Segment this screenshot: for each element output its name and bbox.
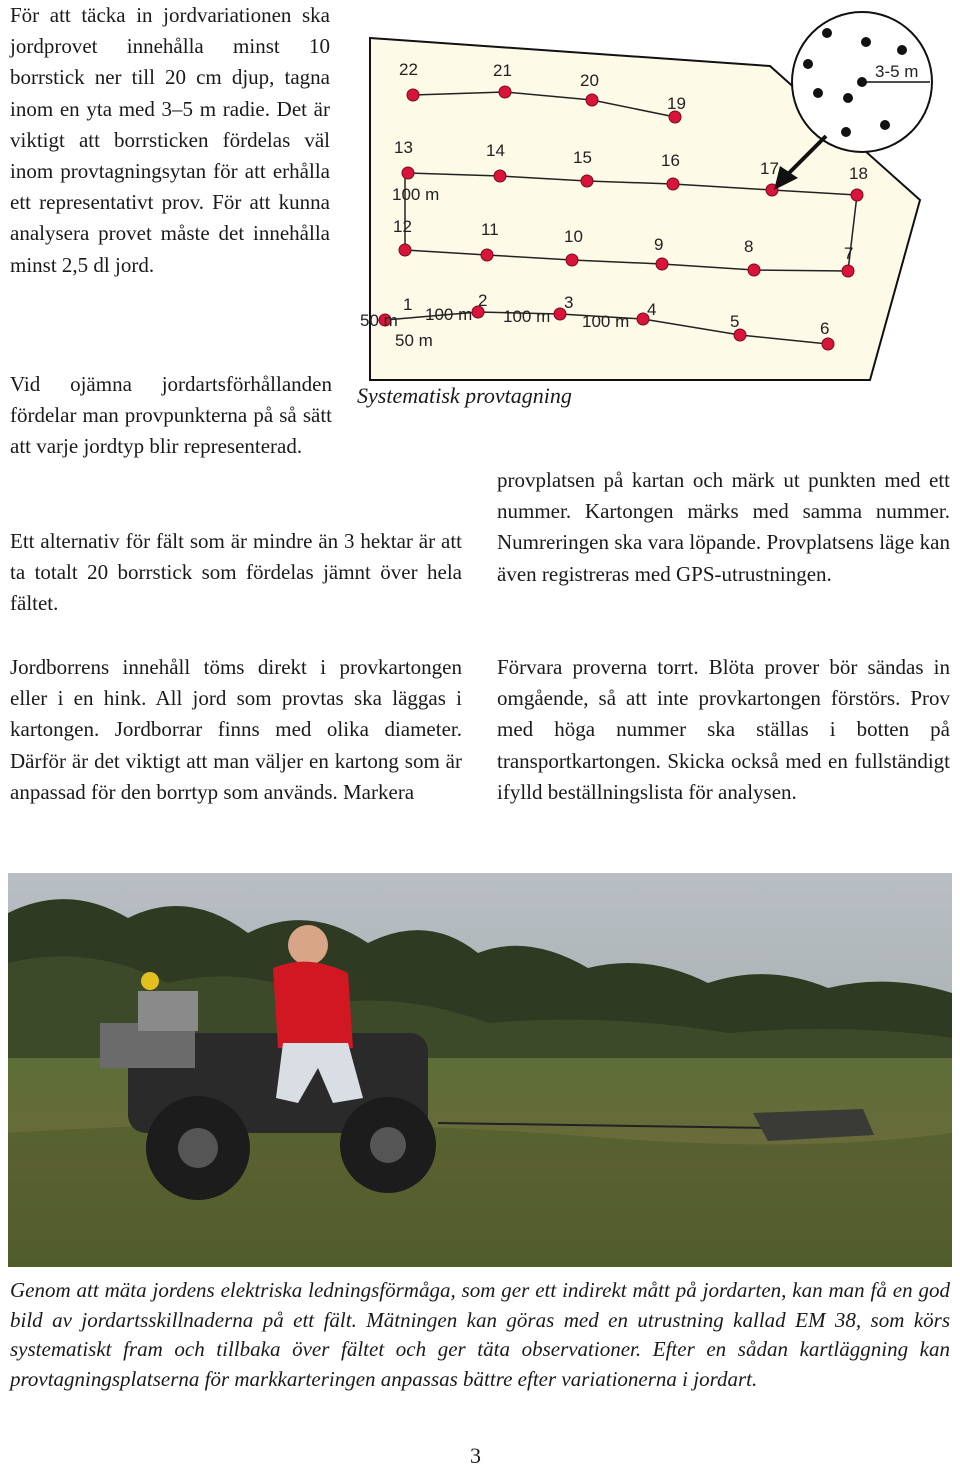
distance-label: 100 m	[582, 312, 630, 331]
sample-point-label: 3	[564, 293, 574, 312]
sample-point-label: 4	[647, 300, 657, 319]
sample-point-label: 14	[486, 141, 505, 160]
sample-point	[499, 86, 511, 98]
distance-label: 50 m	[360, 311, 398, 330]
sample-point-label: 17	[760, 159, 779, 178]
sample-point-label: 11	[481, 220, 499, 239]
sample-point-label: 8	[744, 237, 754, 256]
sample-point	[402, 167, 414, 179]
sample-point-label: 21	[493, 61, 512, 80]
sample-point	[566, 254, 578, 266]
field-photo	[8, 873, 952, 1267]
sample-point-label: 12	[393, 217, 412, 236]
sample-point-label: 10	[564, 227, 583, 246]
sample-point-label: 9	[654, 235, 664, 254]
sample-point-label: 2	[478, 291, 488, 310]
sample-point-label: 15	[573, 148, 592, 167]
sample-point-label: 19	[667, 94, 686, 113]
sample-point-label: 22	[399, 60, 418, 79]
sample-point	[581, 175, 593, 187]
sample-point	[842, 265, 854, 277]
sample-point	[586, 94, 598, 106]
marking-paragraph: provplatsen på kartan och märk ut punkten med ett nummer. Kartongen märks med samma nummer. Numreringen ska vara löpande. Provplatsens läge kan även registreras med GPS-utrustningen.	[497, 468, 950, 586]
small-field-paragraph: Ett alternativ för fält som är mindre än 3 hektar är att ta totalt 20 borrstick som fördelas jämnt över hela fältet.	[10, 529, 462, 616]
distance-label: 100 m	[392, 185, 440, 204]
sample-point-label: 20	[580, 71, 599, 90]
sample-point-label: 16	[661, 151, 680, 170]
sample-point-label: 6	[820, 319, 830, 338]
sampling-diagram	[355, 0, 955, 388]
sample-point	[399, 244, 411, 256]
sample-point-label: 7	[844, 244, 854, 263]
sample-point-label: 5	[730, 312, 740, 331]
distance-label: 50 m	[395, 331, 433, 350]
intro-paragraph: För att täcka in jordvariationen ska jordprovet innehålla minst 10 borrstick ner till 20 cm djup, tagna inom en yta med 3–5 m radie. Det är viktigt att borrsticken fördelas väl inom provtagningsytan för att erhålla ett representativt prov. För att kunna analysera provet måste det innehålla minst 2,5 dl jord.	[10, 3, 330, 277]
soil-variation-paragraph: Vid ojämna jordartsförhållanden fördelar man provpunkterna på så sätt att varje jordtyp blir representerad.	[10, 372, 332, 459]
sample-point	[748, 264, 760, 276]
sample-point	[851, 189, 863, 201]
sample-point-label: 1	[403, 295, 413, 314]
distance-label: 100 m	[425, 305, 473, 324]
photo-caption: Genom att mäta jordens elektriska ledningsförmåga, som ger ett indirekt mått på jordarten, kan man få en god bild av jordartsskillnaderna på ett fält. Mätningen kan göras med en utrustning kallad EM 38, som körs systematiskt fram och tillbaka över fältet och ger täta observationer. Efter en sådan kartläggning kan provtagningsplatserna för markkarteringen anpassas bättre efter variationerna i jordart.	[10, 1278, 950, 1391]
distance-label: 100 m	[503, 307, 551, 326]
sample-point	[481, 249, 493, 261]
sample-point	[822, 338, 834, 350]
sample-point	[667, 178, 679, 190]
page-number: 3	[470, 1443, 481, 1468]
storage-paragraph: Förvara proverna torrt. Blöta prover bör sändas in omgående, så att inte provkartongen förstörs. Prov med höga nummer ska ställas i botten på transportkartongen. Skicka också med en fullständigt ifylld beställningslista för analysen.	[497, 655, 950, 804]
soil-auger-paragraph: Jordborrens innehåll töms direkt i provkartongen eller i en hink. All jord som provtas ska läggas i kartongen. Jordborrar finns med olika diameter. Därför är det viktigt att man väljer en kartong som är anpassad för den borrtyp som används. Markera	[10, 655, 462, 804]
sample-point	[656, 258, 668, 270]
radius-label: 3-5 m	[875, 62, 919, 81]
diagram-caption: Systematisk provtagning	[357, 383, 572, 408]
sample-point	[407, 89, 419, 101]
sample-point-label: 18	[849, 164, 868, 183]
sample-point-label: 13	[394, 138, 413, 157]
sample-point	[494, 170, 506, 182]
